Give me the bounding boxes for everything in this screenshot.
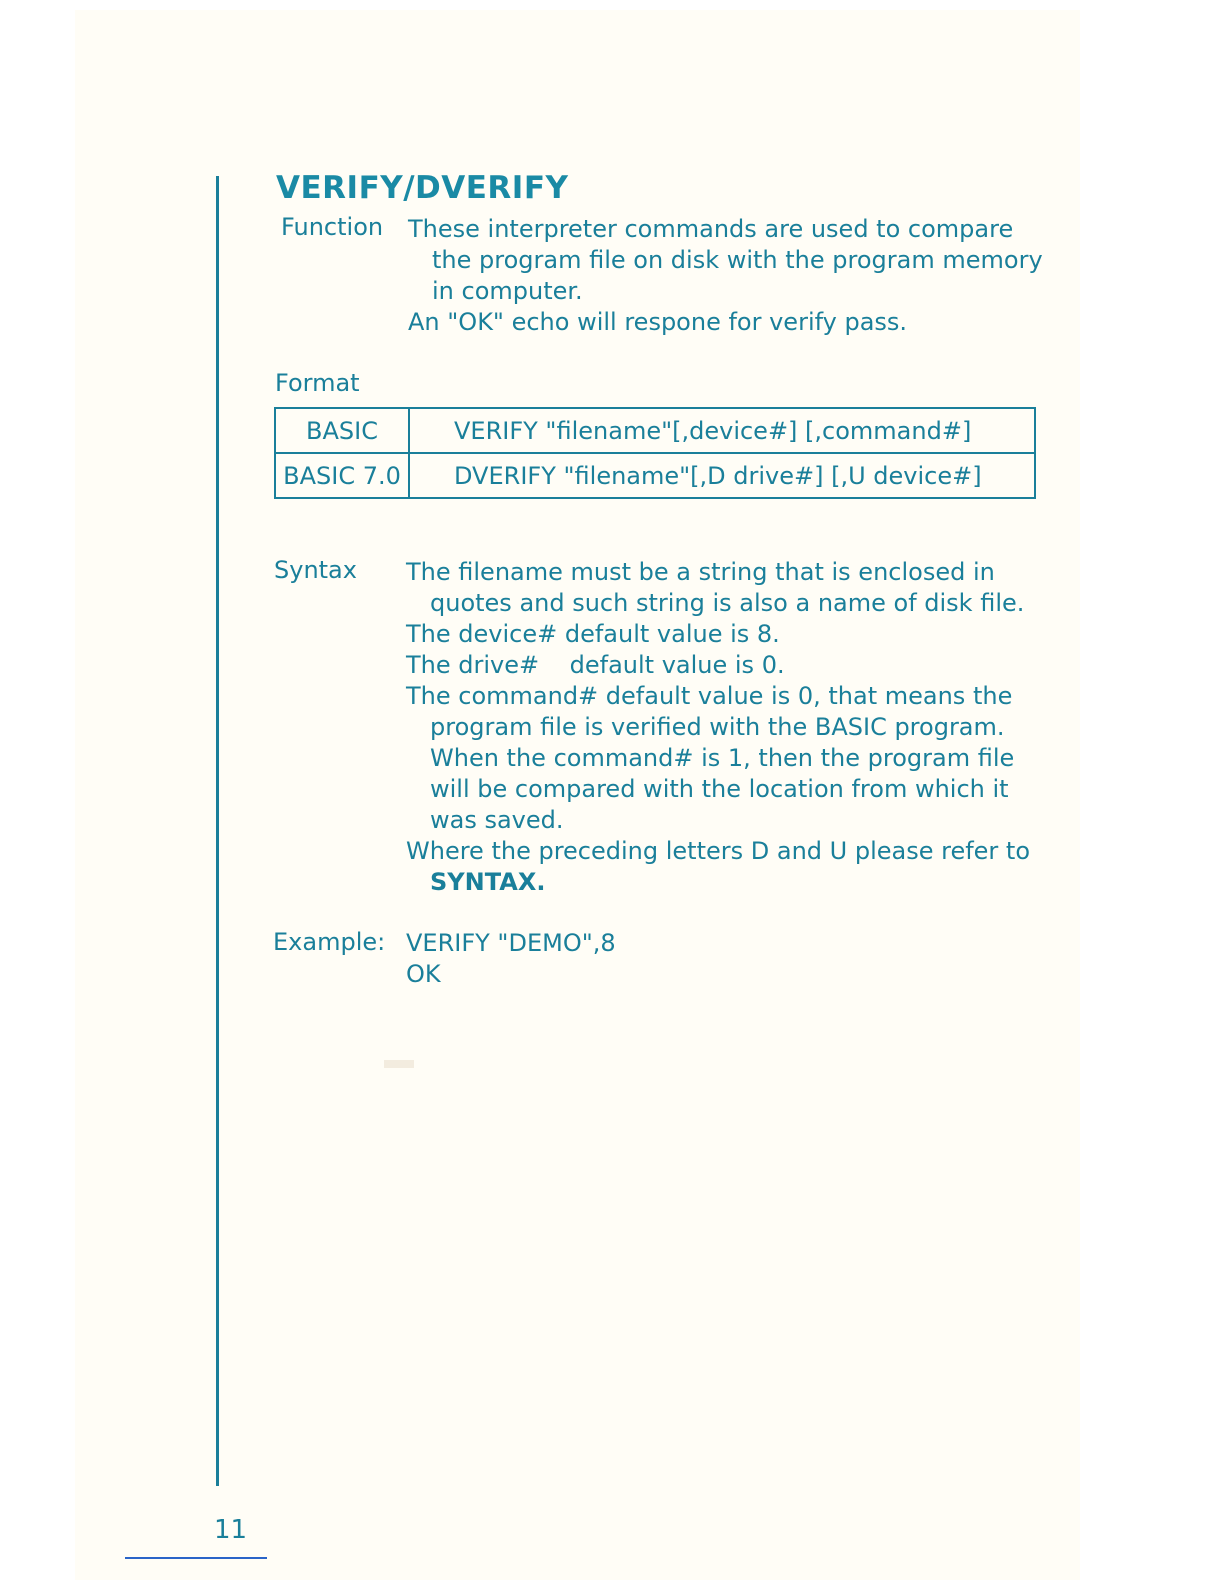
syntax-line: The filename must be a string that is enclosed in <box>406 558 995 586</box>
syntax-line: The device# default value is 8. <box>406 620 780 648</box>
section-title: VERIFY/DVERIFY <box>276 170 569 206</box>
format-label: Format <box>275 369 360 397</box>
paper-speck <box>384 1060 414 1068</box>
syntax-label: Syntax <box>274 556 357 584</box>
syntax-line: SYNTAX. <box>430 868 546 896</box>
syntax-line: Where the preceding letters D and U please refer to <box>406 837 1031 865</box>
function-line: An "OK" echo will respone for verify pass. <box>408 308 908 336</box>
function-line: These interpreter commands are used to compare <box>408 215 1014 243</box>
syntax-line: The command# default value is 0, that means the <box>406 682 1013 710</box>
format-table <box>274 407 1036 499</box>
format-row <box>275 453 1035 498</box>
syntax-line: The drive# default value is 0. <box>406 651 785 679</box>
function-text <box>408 214 1043 338</box>
margin-rule <box>216 176 219 1486</box>
format-command-cell: VERIFY "filename"[,device#] [,command#] <box>409 408 1035 453</box>
syntax-line: quotes and such string is also a name of disk file. <box>430 589 1025 617</box>
example-line: OK <box>406 960 441 988</box>
format-row <box>275 408 1035 453</box>
example-line: VERIFY "DEMO",8 <box>406 929 616 957</box>
example-text <box>406 928 616 990</box>
format-version-cell: BASIC <box>275 408 409 453</box>
page-number: 11 <box>214 1515 248 1545</box>
format-command-cell: DVERIFY "filename"[,D drive#] [,U device#] <box>409 453 1035 498</box>
syntax-line: When the command# is 1, then the program file <box>430 744 1015 772</box>
function-label: Function <box>281 213 384 241</box>
syntax-line: program file is verified with the BASIC program. <box>430 713 1005 741</box>
example-label: Example: <box>273 928 386 956</box>
function-line: the program file on disk with the program memory <box>432 246 1043 274</box>
format-version-cell: BASIC 7.0 <box>275 453 409 498</box>
bottom-rule <box>125 1557 267 1559</box>
syntax-text <box>406 557 1030 898</box>
syntax-line: was saved. <box>430 806 564 834</box>
function-line: in computer. <box>432 277 583 305</box>
syntax-line: will be compared with the location from which it <box>430 775 1009 803</box>
